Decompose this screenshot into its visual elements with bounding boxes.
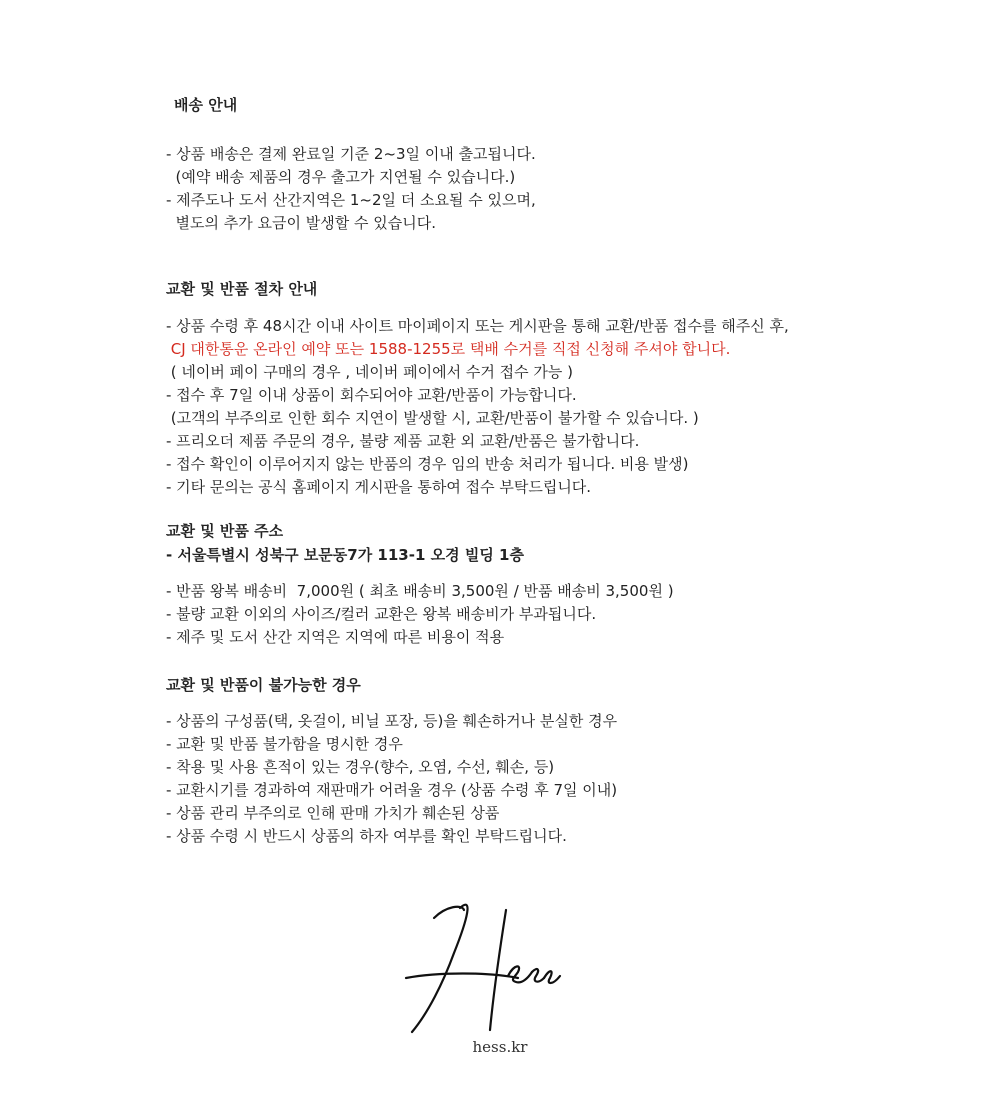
exchange-list bbox=[166, 315, 789, 499]
fee-line: - 불량 교환 이외의 사이즈/컬러 교환은 왕복 배송비가 부과됩니다. bbox=[166, 605, 597, 623]
shipping-line: - 제주도나 도서 산간지역은 1~2일 더 소요될 수 있으며, bbox=[166, 191, 536, 209]
impossible-line: - 상품의 구성품(택, 옷걸이, 비닐 포장, 등)을 훼손하거나 분실한 경우 bbox=[166, 712, 618, 730]
impossible-line: - 교환 및 반품 불가함을 명시한 경우 bbox=[166, 735, 403, 753]
exchange-line: - 접수 확인이 이루어지지 않는 반품의 경우 임의 반송 처리가 됩니다. 비용 발생) bbox=[166, 455, 689, 473]
exchange-line: (고객의 부주의로 인한 회수 지연이 발생할 시, 교환/반품이 불가할 수 있습니다. ) bbox=[166, 409, 699, 427]
exchange-highlight-line: CJ 대한통운 온라인 예약 또는 1588-1255로 택배 수거를 직접 신청해 주셔야 합니다. bbox=[166, 340, 731, 358]
impossible-line: - 교환시기를 경과하여 재판매가 어려울 경우 (상품 수령 후 7일 이내) bbox=[166, 781, 618, 799]
exchange-line: - 상품 수령 후 48시간 이내 사이트 마이페이지 또는 게시판을 통해 교환/반품 접수를 해주신 후, bbox=[166, 317, 789, 335]
shipping-line: - 상품 배송은 결제 완료일 기준 2~3일 이내 출고됩니다. bbox=[166, 145, 536, 163]
shipping-title: 배송 안내 bbox=[174, 96, 238, 114]
fee-line: - 반품 왕복 배송비 7,000원 ( 최초 배송비 3,500원 / 반품 배송비 3,500원 ) bbox=[166, 582, 674, 600]
fee-list bbox=[166, 580, 674, 649]
exchange-line: - 접수 후 7일 이내 상품이 회수되어야 교환/반품이 가능합니다. bbox=[166, 386, 577, 404]
exchange-line: - 기타 문의는 공식 홈페이지 게시판을 통하여 접수 부탁드립니다. bbox=[166, 478, 592, 496]
impossible-list bbox=[166, 710, 617, 848]
exchange-line: - 프리오더 제품 주문의 경우, 불량 제품 교환 외 교환/반품은 불가합니다. bbox=[166, 432, 640, 450]
return-address: - 서울특별시 성북구 보문동7가 113-1 오경 빌딩 1층 bbox=[166, 546, 524, 564]
shipping-line: 별도의 추가 요금이 발생할 수 있습니다. bbox=[166, 214, 436, 232]
impossible-title: 교환 및 반품이 불가능한 경우 bbox=[166, 676, 361, 694]
exchange-line: ( 네이버 페이 구매의 경우 , 네이버 페이에서 수거 접수 가능 ) bbox=[166, 363, 573, 381]
impossible-line: - 상품 수령 시 반드시 상품의 하자 여부를 확인 부탁드립니다. bbox=[166, 827, 567, 845]
shipping-list bbox=[166, 143, 536, 235]
shipping-line: (예약 배송 제품의 경우 출고가 지연될 수 있습니다.) bbox=[166, 168, 516, 186]
site-url: hess.kr bbox=[472, 1038, 528, 1056]
exchange-title: 교환 및 반품 절차 안내 bbox=[166, 280, 318, 298]
impossible-line: - 착용 및 사용 흔적이 있는 경우(향수, 오염, 수선, 훼손, 등) bbox=[166, 758, 555, 776]
address-title: 교환 및 반품 주소 bbox=[166, 522, 284, 540]
hess-logo bbox=[398, 898, 568, 1038]
impossible-line: - 상품 관리 부주의로 인해 판매 가치가 훼손된 상품 bbox=[166, 804, 500, 822]
fee-line: - 제주 및 도서 산간 지역은 지역에 따른 비용이 적용 bbox=[166, 628, 505, 646]
